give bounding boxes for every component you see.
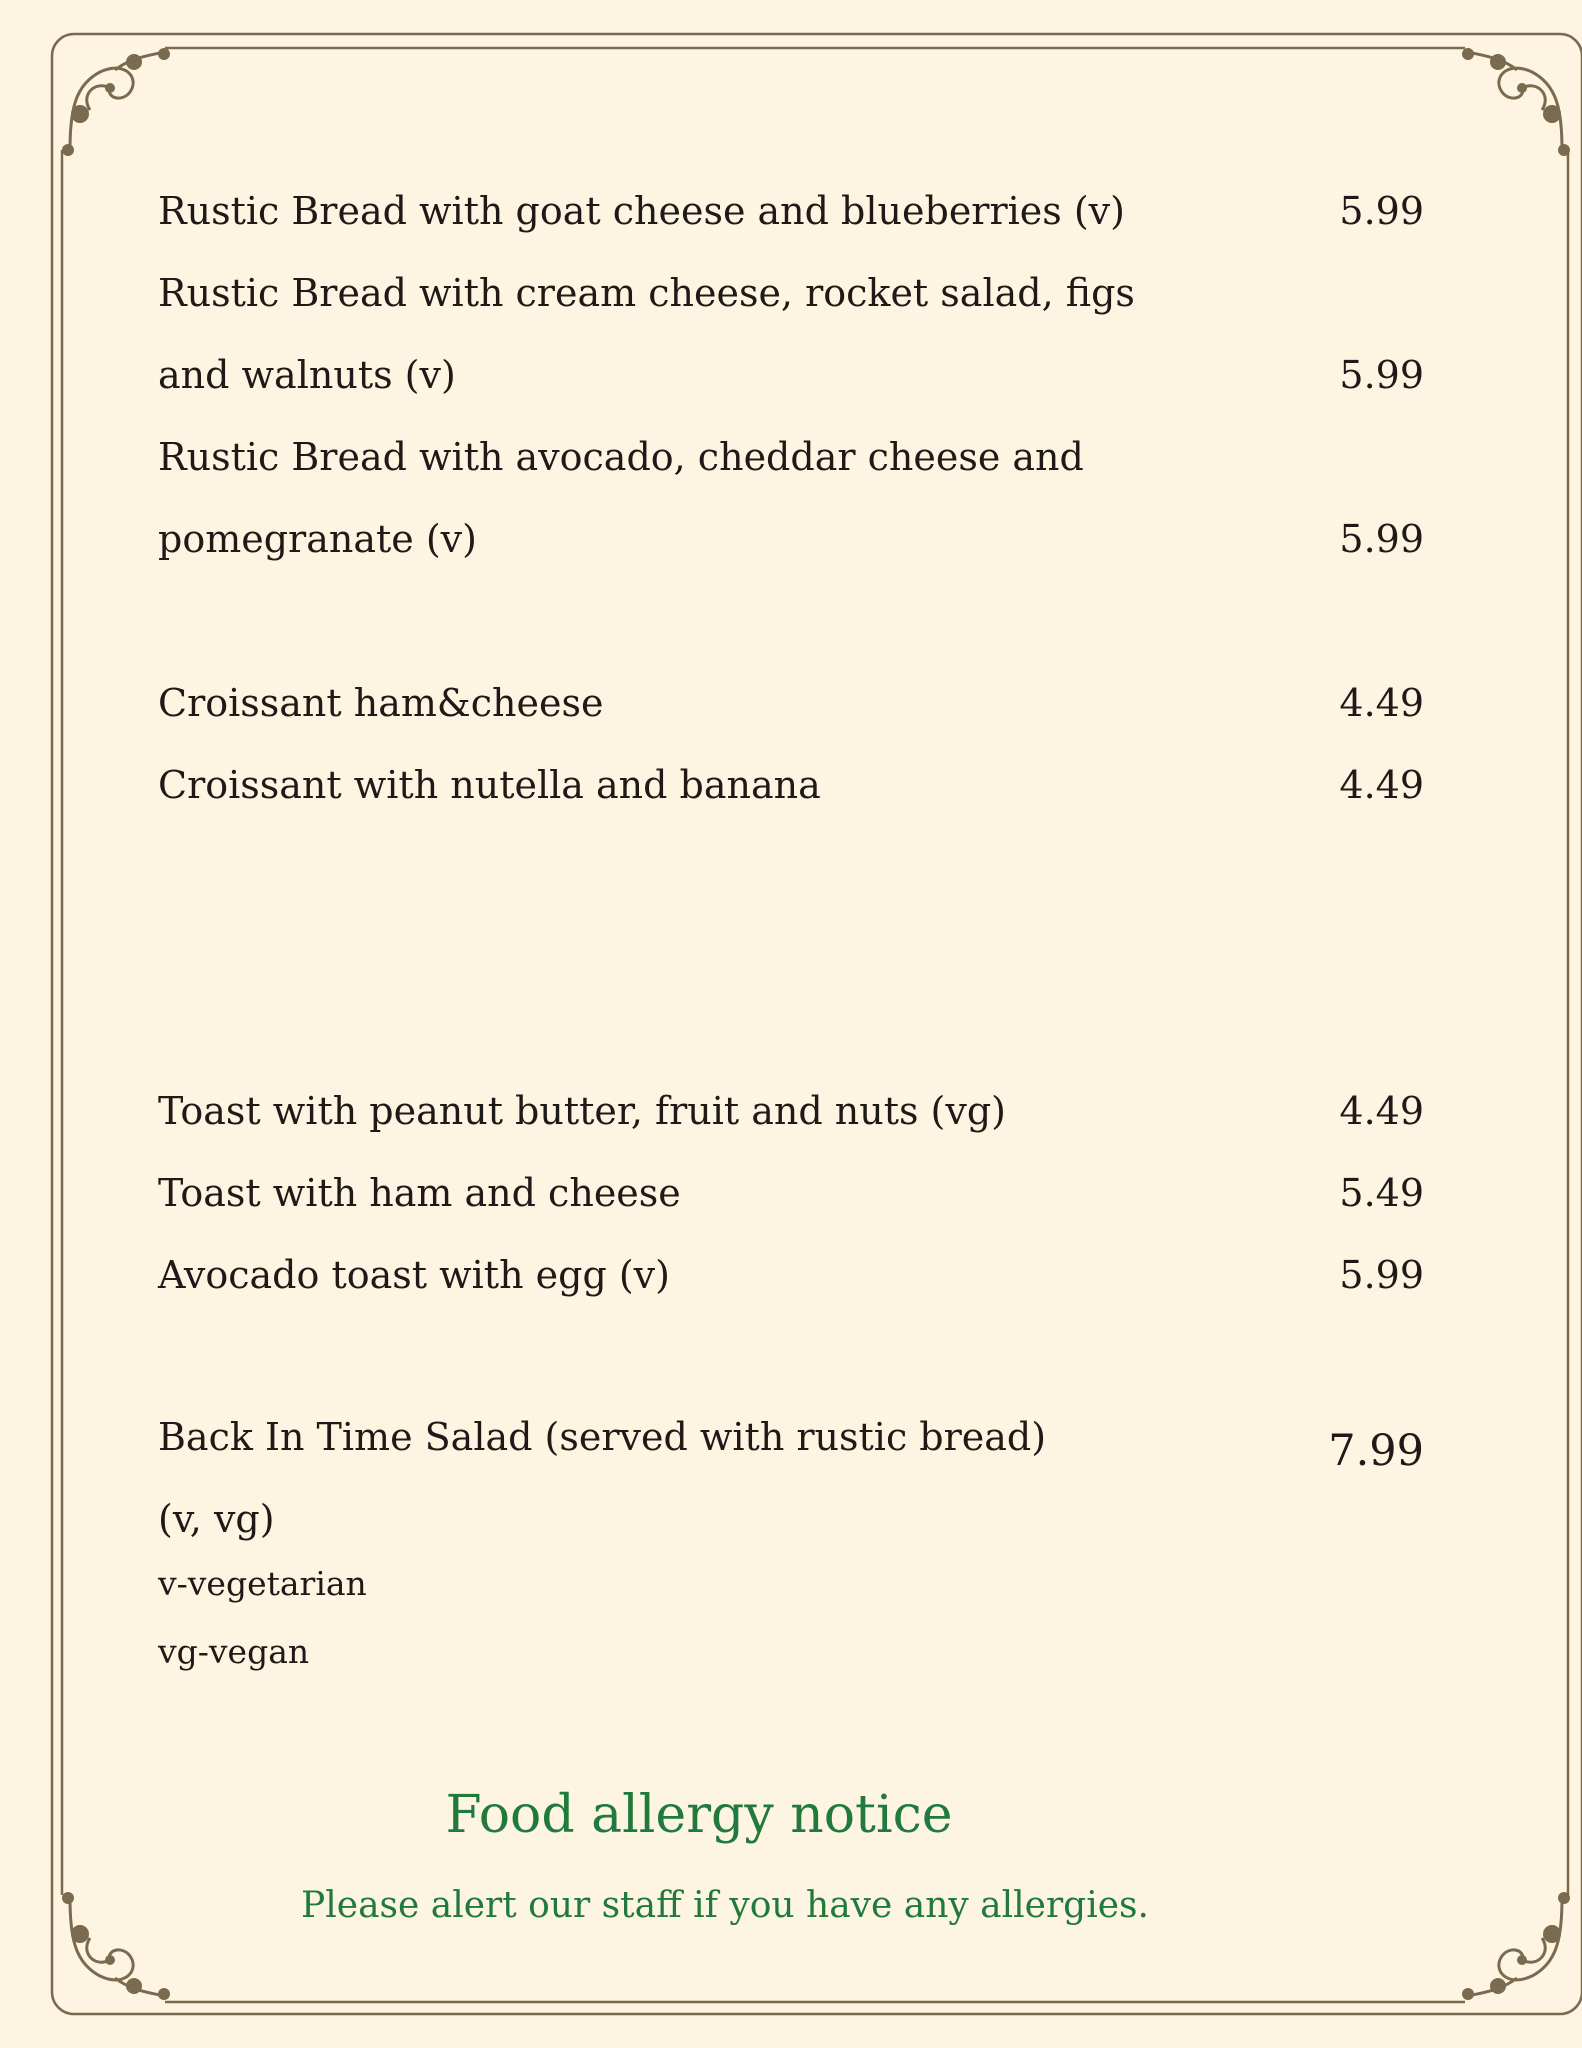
menu-item-name: Toast with peanut butter, fruit and nuts (vg) <box>158 1089 1007 1133</box>
allergy-notice-text: Please alert our staff if you have any allergies. <box>301 1885 1149 1926</box>
menu-item-price: 5.99 <box>1339 517 1424 561</box>
scroll-ornament-icon <box>62 48 170 156</box>
menu-item <box>158 1234 1424 1316</box>
menu-item-name-continued: and walnuts (v) <box>158 353 456 397</box>
menu-item-price: 7.99 <box>1328 1426 1424 1476</box>
menu-item-price: 5.49 <box>1339 1171 1424 1215</box>
menu-item-name: Rustic Bread with goat cheese and blueberries (v) <box>158 189 1125 233</box>
menu-item <box>158 1396 1424 1478</box>
allergy-notice-title: Food allergy notice <box>445 1785 953 1845</box>
menu-item <box>158 252 1424 334</box>
menu-item-name: Toast with ham and cheese <box>158 1171 681 1215</box>
scroll-ornament-icon <box>1462 48 1570 156</box>
menu-item-price: 4.49 <box>1339 681 1424 725</box>
menu-item <box>158 662 1424 744</box>
menu-item <box>158 416 1424 498</box>
menu-item <box>158 1478 1424 1560</box>
menu-item-price: 5.99 <box>1339 189 1424 233</box>
legend-vegetarian: v-vegetarian <box>158 1564 367 1603</box>
menu-item-name: Croissant ham&cheese <box>158 681 604 725</box>
menu-item <box>158 1070 1424 1152</box>
menu-item <box>158 170 1424 252</box>
menu-item <box>158 1152 1424 1234</box>
menu-item-price: 4.49 <box>1339 1089 1424 1133</box>
menu-item-name: Rustic Bread with avocado, cheddar cheese and <box>158 435 1084 479</box>
menu-item-name: Avocado toast with egg (v) <box>158 1253 670 1297</box>
menu-item-price: 5.99 <box>1339 353 1424 397</box>
menu-item-name: Rustic Bread with cream cheese, rocket salad, figs <box>158 271 1135 315</box>
menu-item-price: 5.99 <box>1339 1253 1424 1297</box>
menu-item <box>158 498 1424 580</box>
legend-vegan: vg-vegan <box>158 1632 310 1671</box>
menu-item <box>158 334 1424 416</box>
menu-item-price: 4.49 <box>1339 763 1424 807</box>
menu-item-name: Back In Time Salad (served with rustic bread) <box>158 1415 1047 1459</box>
menu-item-name: Croissant with nutella and banana <box>158 763 821 807</box>
menu-item-name-continued: (v, vg) <box>158 1497 275 1541</box>
menu-item-name-continued: pomegranate (v) <box>158 517 477 561</box>
menu-item <box>158 744 1424 826</box>
